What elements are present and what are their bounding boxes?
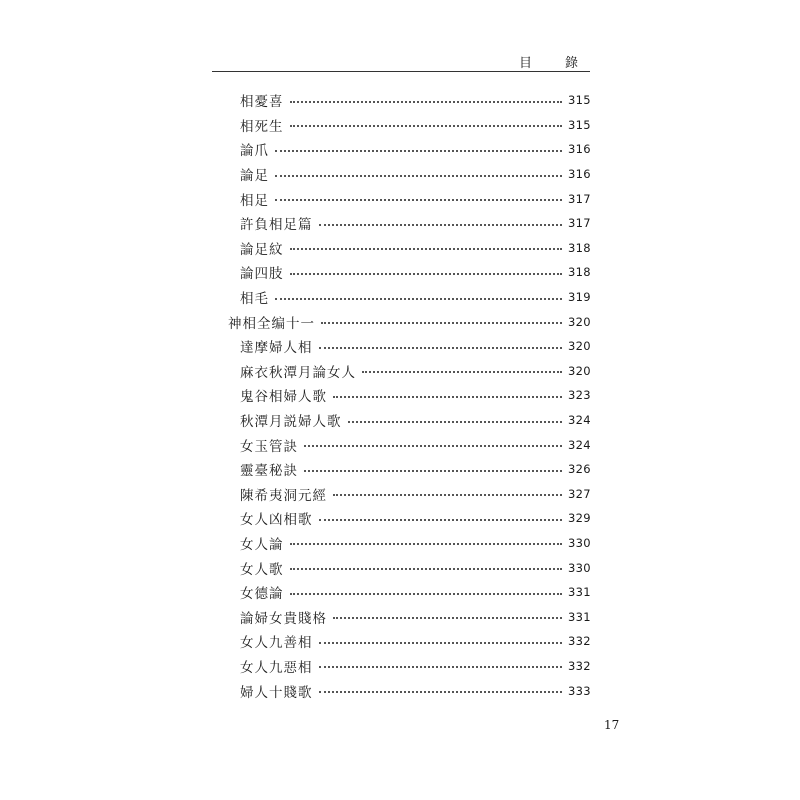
toc-entry-title: 女人論 (240, 536, 284, 553)
toc-entry (228, 629, 590, 654)
toc-entry-page: 330 (568, 535, 591, 550)
toc-entry (228, 432, 590, 457)
toc-entry (228, 457, 590, 482)
toc-entry-page: 332 (568, 634, 591, 649)
dot-leader (275, 297, 562, 300)
toc-entry-title: 相憂喜 (240, 94, 284, 111)
toc-entry-title: 婦人十賤歌 (240, 684, 313, 701)
toc-entry-page: 315 (568, 93, 591, 108)
toc-entry-page: 318 (568, 240, 591, 255)
toc-entry-title: 神相全编十一 (228, 315, 315, 332)
toc-entry (228, 654, 590, 679)
dot-leader (290, 567, 563, 570)
toc-entry (228, 678, 590, 703)
dot-leader (290, 272, 563, 275)
toc-entry-title: 許負相足篇 (240, 217, 313, 234)
toc-entry-title: 女人九善相 (240, 635, 313, 652)
toc-entry-page: 331 (568, 585, 591, 600)
toc-entry-page: 320 (568, 314, 591, 329)
toc-entry-title: 女人凶相歌 (240, 512, 313, 529)
toc-entry-title: 女人九惡相 (240, 659, 313, 676)
dot-leader (333, 616, 562, 619)
toc-entry-title: 論爪 (240, 143, 269, 160)
toc-entry-title: 相毛 (240, 291, 269, 308)
page-number: 17 (604, 718, 620, 732)
toc-entry (228, 137, 590, 162)
dot-leader (275, 174, 562, 177)
toc-entry-title: 相足 (240, 192, 269, 209)
dot-leader (290, 542, 563, 545)
toc-entry (228, 531, 590, 556)
toc-entry (228, 408, 590, 433)
toc-entry-title: 麻衣秋潭月論女人 (240, 364, 356, 381)
toc-entry (228, 260, 590, 285)
table-of-contents (228, 88, 590, 703)
toc-entry (228, 236, 590, 261)
dot-leader (321, 321, 562, 324)
toc-entry (228, 285, 590, 310)
toc-entry-title: 女玉管訣 (240, 438, 298, 455)
toc-entry-title: 陳希夷洞元經 (240, 487, 327, 504)
toc-entry-page: 327 (568, 486, 591, 501)
toc-entry-title: 論足 (240, 168, 269, 185)
toc-entry-title: 達摩婦人相 (240, 340, 313, 357)
dot-leader (319, 641, 563, 644)
toc-entry-title: 論足紋 (240, 241, 284, 258)
dot-leader (319, 690, 563, 693)
dot-leader (290, 247, 563, 250)
dot-leader (319, 518, 563, 521)
toc-entry-title: 靈臺秘訣 (240, 463, 298, 480)
toc-entry-page: 316 (568, 142, 591, 157)
toc-entry-page: 317 (568, 216, 591, 231)
toc-entry-page: 329 (568, 511, 591, 526)
toc-entry (228, 113, 590, 138)
toc-entry (228, 555, 590, 580)
dot-leader (362, 370, 562, 373)
toc-entry (228, 383, 590, 408)
toc-entry-page: 317 (568, 191, 591, 206)
toc-entry-title: 女人歌 (240, 561, 284, 578)
toc-entry (228, 88, 590, 113)
dot-leader (348, 420, 563, 423)
toc-entry-page: 315 (568, 117, 591, 132)
dot-leader (319, 346, 563, 349)
running-header-title: 目 錄 (518, 56, 588, 71)
dot-leader (275, 149, 562, 152)
toc-entry-page: 318 (568, 265, 591, 280)
toc-entry-page: 326 (568, 462, 591, 477)
dot-leader (319, 665, 563, 668)
toc-entry-title: 論婦女貴賤格 (240, 610, 327, 627)
toc-entry-page: 332 (568, 658, 591, 673)
toc-entry-page: 324 (568, 437, 591, 452)
toc-entry (228, 162, 590, 187)
toc-entry-title: 鬼谷相婦人歌 (240, 389, 327, 406)
toc-entry (228, 482, 590, 507)
toc-entry-page: 316 (568, 167, 591, 182)
toc-entry-page: 320 (568, 339, 591, 354)
toc-entry-page: 333 (568, 683, 591, 698)
toc-entry-title: 論四肢 (240, 266, 284, 283)
toc-entry-page: 324 (568, 413, 591, 428)
toc-entry (228, 506, 590, 531)
toc-entry-title: 女德論 (240, 586, 284, 603)
toc-entry (228, 334, 590, 359)
toc-entry (228, 604, 590, 629)
toc-entry-page: 319 (568, 290, 591, 305)
toc-entry (228, 359, 590, 384)
header-rule (212, 71, 590, 72)
dot-leader (319, 223, 563, 226)
toc-entry (228, 580, 590, 605)
toc-entry-page: 323 (568, 388, 591, 403)
toc-entry-page: 320 (568, 363, 591, 378)
dot-leader (333, 493, 562, 496)
dot-leader (290, 100, 563, 103)
dot-leader (290, 592, 563, 595)
toc-entry-page: 331 (568, 609, 591, 624)
toc-entry-title: 相死生 (240, 118, 284, 135)
toc-entry-page: 330 (568, 560, 591, 575)
dot-leader (333, 395, 562, 398)
dot-leader (304, 444, 562, 447)
dot-leader (304, 469, 562, 472)
toc-entry-title: 秋潭月説婦人歌 (240, 414, 342, 431)
dot-leader (275, 198, 562, 201)
toc-entry (228, 211, 590, 236)
toc-entry (228, 186, 590, 211)
dot-leader (290, 124, 563, 127)
toc-entry (228, 309, 590, 334)
